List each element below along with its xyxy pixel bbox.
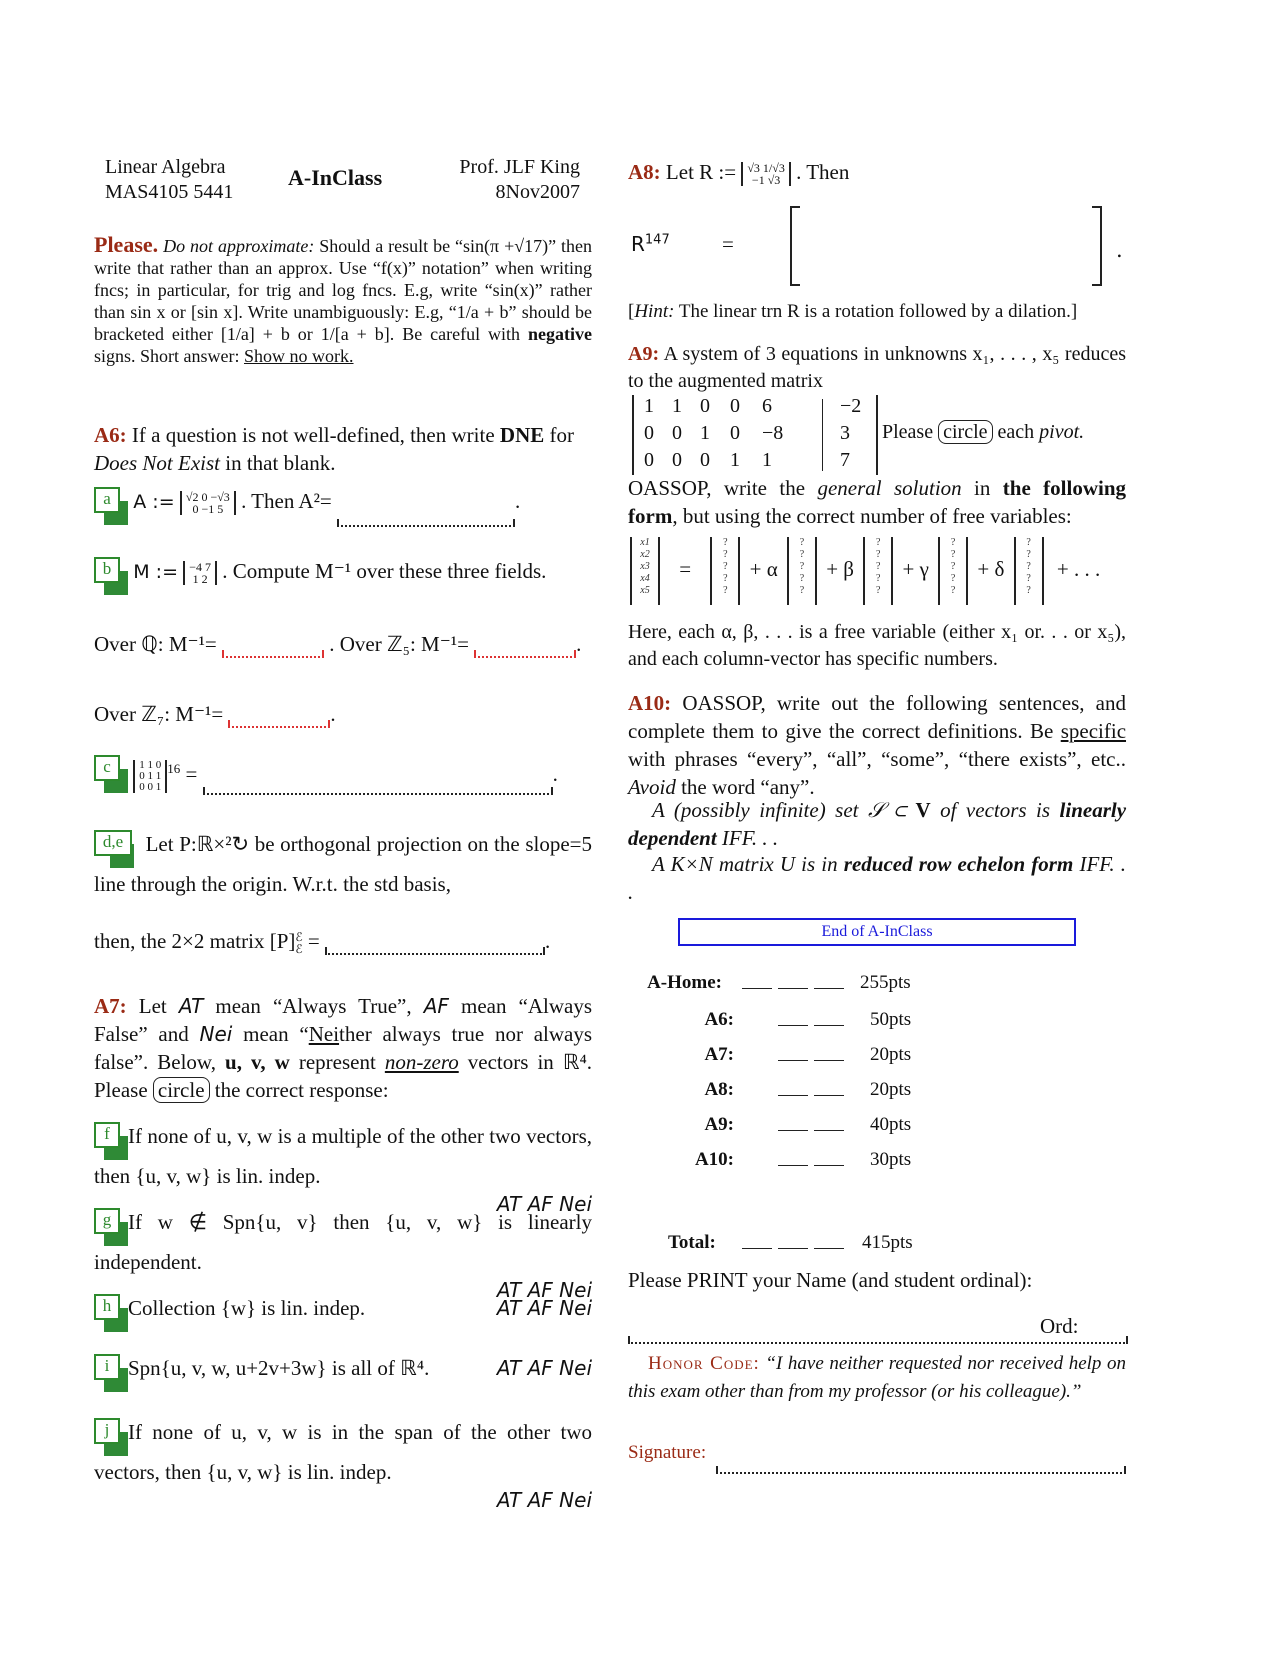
- honor-title: Honor Code:: [648, 1353, 760, 1374]
- total-row: [640, 1232, 1140, 1260]
- prof-name: Prof. JLF King: [459, 156, 580, 178]
- a6-de-sup: ℰ: [295, 930, 303, 945]
- a9-text-block: [628, 474, 1126, 530]
- a6-de-text-2: then, the 2×2 matrix [P]: [94, 929, 296, 953]
- a9-x-var: x2: [640, 549, 650, 560]
- over-q-label: Over ℚ: M⁻¹=: [94, 632, 217, 656]
- a6-text-2: for: [549, 423, 574, 447]
- a6-de-eq: =: [307, 929, 320, 953]
- a8-power: [631, 232, 670, 256]
- a6-c-matrix: [133, 760, 167, 793]
- a7-item-tag: [94, 1208, 120, 1248]
- a9-text-2: OASSOP, write the: [628, 476, 806, 500]
- a8-period: .: [1116, 238, 1123, 262]
- a6-de-answer-blank[interactable]: [325, 935, 545, 955]
- a9-free-var: α: [766, 556, 778, 581]
- a6-a-tag: [94, 487, 120, 527]
- over-z7-blank[interactable]: [228, 708, 330, 728]
- a10-label: A10:: [628, 691, 672, 715]
- a9-intro: [628, 341, 1126, 395]
- score-row: [640, 972, 1240, 1000]
- a9-matrix-cell: 0: [644, 449, 654, 471]
- a7-circle: circle: [153, 1077, 210, 1103]
- a10-text-1: OASSOP, write out the following sentences, and complete them to give the correct definitions. Be: [628, 691, 1127, 743]
- name-blank[interactable]: [628, 1330, 1128, 1344]
- a10-specific: specific: [1060, 719, 1127, 743]
- a8-r: R: [631, 232, 645, 256]
- a7-nonzero: non-zero: [384, 1050, 459, 1074]
- a9-matrix-cell: 0: [700, 395, 710, 417]
- a9-matrix-cell: 1: [730, 449, 740, 471]
- a9-label: A9:: [628, 343, 660, 365]
- a9-free-var: β: [843, 556, 854, 581]
- a8-eq: =: [722, 232, 734, 256]
- a9-matrix-cell: 0: [730, 422, 740, 444]
- a7-uvw: u, v, w: [225, 1050, 290, 1074]
- a7-choices[interactable]: AT AF Nei: [496, 1278, 592, 1302]
- over-z5-blank[interactable]: [474, 638, 576, 658]
- score-pts: 50pts: [870, 1009, 912, 1030]
- a6-c-matrix-row-3: 0 0 1: [139, 780, 162, 793]
- score-label: A8:: [704, 1079, 734, 1100]
- a9-matrix-cell: 1: [762, 449, 772, 471]
- score-label: A-Home:: [647, 972, 722, 993]
- a10-s1-d: IFF. . .: [721, 826, 779, 850]
- a6-dne-italic: Does Not Exist: [94, 451, 220, 475]
- a9-pivot: pivot.: [1039, 421, 1085, 443]
- a9-augmented-matrix: [632, 395, 878, 475]
- a7-item-f: [94, 1122, 592, 1218]
- a9-matrix-cell: 6: [762, 395, 772, 417]
- a6-de-tag-letter: d,e: [94, 830, 132, 856]
- a6-dne: DNE: [499, 423, 545, 447]
- score-pts: 20pts: [870, 1079, 912, 1100]
- a9-matrix-cell: 3: [840, 422, 850, 444]
- a8-matrix-row-1: √3 1/√3: [747, 161, 785, 176]
- score-label: A10:: [694, 1149, 734, 1170]
- a7-intro-8: the correct response:: [214, 1078, 389, 1102]
- honor-text: “I have neither requested nor received help on this exam other than from my professor (or his colleague).”: [628, 1353, 1126, 1402]
- a10-s1-a: A (possibly infinite) set 𝒮 ⊂: [652, 798, 906, 822]
- a7-item-g: [94, 1208, 592, 1304]
- a9-x-vector: [630, 537, 660, 605]
- a9-matrix-cell: 1: [700, 422, 710, 444]
- over-z5-label: . Over ℤ₅: M⁻¹=: [329, 632, 469, 656]
- a6-b-matrix-row-1: −4 7: [189, 560, 212, 575]
- a9-matrix-cell: 1: [672, 395, 682, 417]
- a9-please: Please: [882, 421, 934, 443]
- score-label: A7:: [704, 1044, 734, 1065]
- a8-matrix-row-2: −1 √3: [751, 173, 781, 188]
- a9-matrix-cell: −8: [762, 422, 784, 444]
- score-label: A6:: [704, 1009, 734, 1030]
- a9-matrix-cell: 0: [672, 422, 682, 444]
- a7-intro-2: mean “Always True”,: [215, 994, 412, 1018]
- a7-item-tag-letter: h: [94, 1294, 120, 1320]
- score-pts: 40pts: [870, 1114, 912, 1135]
- a6-b-matrix: [183, 561, 217, 585]
- a6-c-answer-blank[interactable]: [203, 775, 553, 795]
- a7-item-tag-letter: i: [94, 1354, 120, 1380]
- a9-each: each: [997, 421, 1035, 443]
- a9-text-5: Here, each α, β, . . . is a free variable (either x₁ or. . . or x₅), and each column-vector has specific numbers.: [628, 621, 1126, 670]
- a8-hint: [Hint: The linear trn R is a rotation followed by a dilation.]: [628, 301, 1078, 322]
- a10-s1-v: V: [915, 798, 931, 822]
- total-pts: 415pts: [862, 1232, 913, 1253]
- a10-avoid: Avoid: [628, 775, 676, 799]
- a9-x-var: x3: [640, 561, 650, 572]
- a8-line: [628, 158, 1148, 186]
- a6-c-eq: =: [185, 762, 198, 786]
- a8-matrix: [741, 162, 791, 186]
- a9-matrix-cell: 0: [644, 422, 654, 444]
- total-label: Total:: [668, 1232, 716, 1253]
- please-body-2: signs. Short answer:: [94, 346, 240, 366]
- a7-intro-1: Let: [138, 994, 167, 1018]
- a9-free-var: δ: [994, 556, 1005, 581]
- a7-item-tag-letter: j: [94, 1418, 120, 1444]
- a7-label: A7:: [94, 994, 127, 1018]
- a6-a-pre: A :=: [133, 491, 175, 513]
- a10-s1-b: of vectors is: [940, 798, 1051, 822]
- a6-c-exponent: 16: [167, 761, 181, 776]
- a6-de-tag: [94, 830, 132, 870]
- a7-item-tag-letter: f: [94, 1122, 120, 1148]
- a6-a-matrix-row-2: 0 −1 5: [192, 502, 224, 517]
- course-code: MAS4105 5441: [105, 181, 234, 203]
- a6-b-tag-letter: b: [94, 557, 120, 583]
- a9-circle: circle: [938, 420, 992, 444]
- a8-text-1: Let R :=: [665, 160, 737, 184]
- a7-intro-6: represent: [298, 1050, 376, 1074]
- a9-note: [628, 619, 1126, 673]
- a9-following: the following form: [628, 476, 1127, 528]
- a9-augment-bar: [822, 399, 823, 471]
- a9-x-var: x5: [640, 585, 650, 596]
- a7-item-tag: [94, 1294, 120, 1334]
- a7-intro-4: mean “: [243, 1022, 309, 1046]
- a9-x-var: x4: [640, 573, 650, 584]
- a9-answer-vector[interactable]: ? ? ? ? ?: [787, 537, 817, 605]
- a9-matrix-cell: 1: [644, 395, 654, 417]
- a10-s2-a: A K×N matrix U is in: [652, 852, 838, 876]
- a9-answer-vector[interactable]: ? ? ? ? ?: [863, 537, 893, 605]
- please-body-1: Should a result be “sin(π +√17)” then write that rather than an approx. Use “f(x)” notation” when writing fncs; in particular, for trig and log fncs. E.g, write “sin(x)” rather than sin x or [sin x]. Write unambiguously: E.g, “1/a + b” should be bracketed either [1/a] + b or 1/[a + b]. Be careful with: [94, 236, 593, 344]
- a9-text-3: in: [974, 476, 991, 500]
- a6-intro: [94, 421, 592, 477]
- a8-answer-matrix[interactable]: [790, 206, 1102, 286]
- a6-text-1: If a question is not well-defined, then write: [131, 423, 495, 447]
- a6-b-pre: M :=: [133, 561, 179, 583]
- a7-neither: Nei: [308, 1022, 340, 1046]
- a7-item-tag: [94, 1354, 120, 1394]
- score-pts: 20pts: [870, 1044, 912, 1065]
- a9-solution-form: x1 x2 x3 x4 x5 = ? ? ? ? ? + α ? ? ? ? ? + β ? ? ? ? ? + γ ? ? ? ? ? + δ ? ? ? ? ? + . . .: [630, 537, 1190, 611]
- over-q-blank[interactable]: [222, 638, 324, 658]
- a7-item-h: [94, 1294, 592, 1334]
- please-show-no-work: Show no work.: [244, 346, 354, 366]
- a7-choices[interactable]: AT AF Nei: [496, 1356, 592, 1380]
- a6-c-tag-letter: c: [94, 755, 120, 781]
- honor-code: [628, 1350, 1126, 1406]
- ord-label: Ord:: [1040, 1314, 1079, 1338]
- a9-x-var: x1: [640, 537, 650, 548]
- a9-text-4: , but using the correct number of free variables:: [672, 504, 1072, 528]
- a10-sentence-2: [628, 850, 1126, 906]
- a6-de-text: Let P:ℝ×²↻ be orthogonal projection on the slope=5 line through the origin. W.r.t. the std basis,: [94, 832, 592, 896]
- a7-choices[interactable]: AT AF Nei: [496, 1296, 592, 1320]
- score-row: [640, 1114, 1240, 1142]
- please-block: [94, 234, 592, 367]
- please-negative: negative: [528, 324, 592, 344]
- a6-a-matrix-row-1: √2 0 −√3: [185, 490, 230, 505]
- score-pts: 30pts: [870, 1149, 912, 1170]
- a7-item-j: [94, 1418, 592, 1514]
- a6-part-a: a A := √2 0 −√3 0 −1 5 . Then A²= .: [94, 487, 592, 527]
- score-row: [640, 1149, 1240, 1177]
- a6-c-matrix-row-2: 0 1 1: [139, 769, 162, 782]
- a6-b-tag: [94, 557, 120, 597]
- a9-matrix-cell: 7: [840, 449, 850, 471]
- a7-item-tag: [94, 1122, 120, 1162]
- a9-matrix-cell: 0: [672, 449, 682, 471]
- a6-b-matrix-row-2: 1 2: [192, 572, 208, 587]
- a9-matrix-cell: 0: [700, 449, 710, 471]
- a7-item-tag: [94, 1418, 120, 1458]
- score-label: A9:: [704, 1114, 734, 1135]
- a7-intro: [94, 992, 592, 1104]
- a9-answer-vector[interactable]: ? ? ? ? ?: [1014, 537, 1044, 605]
- a10-text-3: the word “any”.: [681, 775, 815, 799]
- a7-item-i: [94, 1354, 592, 1394]
- a7-af: AF: [423, 994, 449, 1018]
- a7-item-text: Spn{u, v, w, u+2v+3w} is all of ℝ⁴.: [128, 1356, 430, 1380]
- a9-plus-dots: + . . .: [1056, 556, 1101, 581]
- a9-matrix-cell: −2: [840, 395, 862, 417]
- a8-hint-label: Hint:: [634, 301, 675, 322]
- a7-item-text: If none of u, v, w is a multiple of the other two vectors, then {u, v, w} is lin. indep.: [94, 1124, 592, 1188]
- a6-a-answer-blank[interactable]: [337, 507, 515, 527]
- page-title: A-InClass: [288, 165, 383, 190]
- print-name-label: Please PRINT your Name (and student ordinal):: [628, 1268, 1033, 1292]
- a10-s1-c: linearly dependent: [628, 798, 1127, 850]
- a6-part-b: [94, 557, 592, 597]
- score-row: [640, 1044, 1240, 1072]
- score-row: [640, 1079, 1240, 1107]
- a7-intro-5: ther always true nor always false”. Below,: [94, 1022, 593, 1074]
- a7-item-text: If w ∉ Spn{u, v} then {u, v, w} is linearly independent.: [94, 1210, 592, 1274]
- a10-sentence-1: [628, 796, 1126, 852]
- a7-intro-3: mean “Always False” and: [94, 994, 593, 1046]
- a9-free-var: γ: [919, 556, 929, 581]
- a10-s2-b: reduced row echelon form: [843, 852, 1074, 876]
- a9-matrix-cell: 0: [730, 395, 740, 417]
- a10-s2-c: IFF. . .: [628, 852, 1127, 904]
- a6-part-de: [94, 830, 592, 898]
- a6-a-tag-letter: a: [94, 487, 120, 513]
- over-z7-label: Over ℤ₇: M⁻¹=: [94, 702, 224, 726]
- a7-nei: Nei: [199, 1022, 233, 1046]
- a6-text-3: in that blank.: [225, 451, 336, 475]
- signature-label: Signature:: [628, 1442, 707, 1463]
- a6-b-post: . Compute M⁻¹ over these three fields.: [222, 559, 547, 583]
- a6-a-matrix: [180, 491, 236, 515]
- a7-at: AT: [178, 994, 204, 1018]
- a7-choices[interactable]: AT AF Nei: [496, 1192, 592, 1216]
- a6-c-tag: [94, 755, 120, 795]
- a6-c-matrix-row-1: 1 1 0: [139, 758, 162, 771]
- a6-de-answer: then, the 2×2 matrix [P] ℰ ℰ = .: [94, 929, 551, 957]
- a9-text-1: A system of 3 equations in unknowns x₁, . . . , x₅ reduces to the augmented matrix: [628, 343, 1126, 392]
- a9-answer-vector[interactable]: ? ? ? ? ?: [938, 537, 968, 605]
- a8-hint-text: The linear trn R is a rotation followed by a dilation.: [678, 301, 1071, 322]
- a7-choices[interactable]: AT AF Nei: [496, 1488, 592, 1512]
- course-header: [105, 155, 233, 205]
- a8-text-2: . Then: [796, 160, 850, 184]
- a7-item-text: Collection {w} is lin. indep.: [128, 1296, 366, 1320]
- end-of-exam-box: End of A-InClass: [678, 918, 1076, 946]
- a10-text-2: with phrases “every”, “all”, “some”, “there exists”, etc..: [628, 747, 1126, 771]
- a7-item-text: If none of u, v, w is in the span of the other two vectors, then {u, v, w} is lin. indep.: [94, 1420, 592, 1484]
- a6-b-fields: Over ℚ: M⁻¹= . Over ℤ₅: M⁻¹= .: [94, 632, 582, 656]
- prof-block: [420, 155, 580, 205]
- a6-de-sub: ℰ: [295, 942, 303, 957]
- a6-a-post: . Then A²=: [241, 489, 332, 513]
- a6-part-c: c 1 1 0 0 1 1 0 0 1 $^{16}$ = .: [94, 755, 594, 795]
- score-pts: 255pts: [860, 972, 911, 993]
- a9-answer-vector[interactable]: ? ? ? ? ?: [710, 537, 740, 605]
- a9-general: general solution: [817, 476, 962, 500]
- please-lead-italic: Do not approximate:: [163, 236, 315, 256]
- a8-exponent: 147: [644, 232, 670, 248]
- a6-b-z7: Over ℤ₇: M⁻¹= .: [94, 702, 336, 726]
- course-name: Linear Algebra: [105, 156, 226, 178]
- a7-item-tag-letter: g: [94, 1208, 120, 1234]
- a8-label: A8:: [628, 160, 661, 184]
- please-lead: Please.: [94, 232, 159, 257]
- a9-please-line: [882, 421, 1084, 444]
- a7-intro-7: vectors in ℝ⁴. Please: [94, 1050, 593, 1102]
- a6-label: A6:: [94, 423, 127, 447]
- signature-blank[interactable]: [716, 1460, 1126, 1474]
- exam-date: 8Nov2007: [495, 181, 580, 203]
- score-row: [640, 1009, 1240, 1037]
- a10-intro: [628, 689, 1126, 801]
